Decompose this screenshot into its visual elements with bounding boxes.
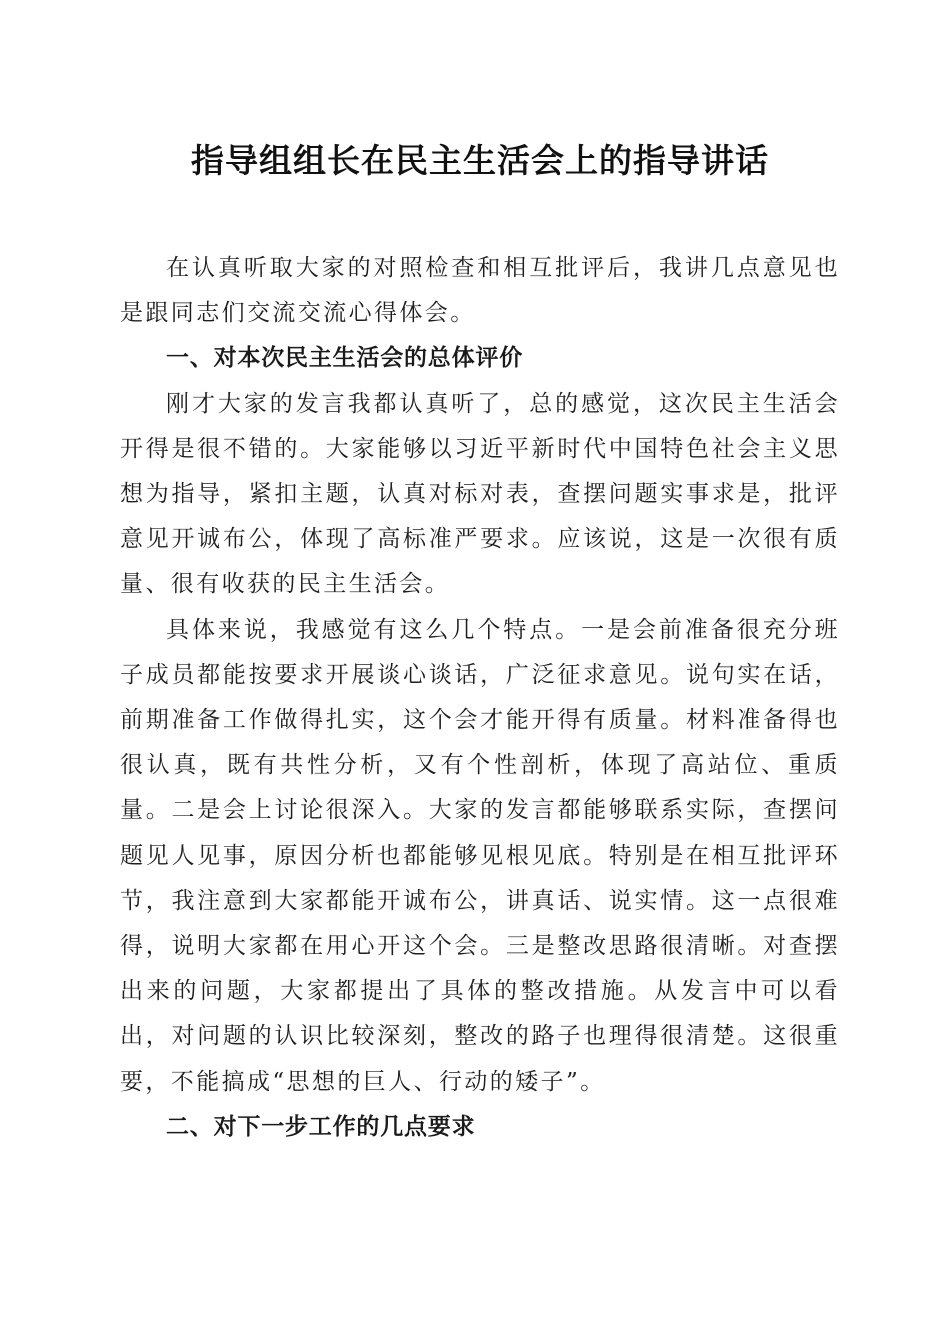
section-heading-2: 二、对下一步工作的几点要求 <box>166 1113 476 1140</box>
section-heading-1: 一、对本次民主生活会的总体评价 <box>166 345 523 372</box>
intro-paragraph: 在认真听取大家的对照检查和相互批评后，我讲几点意见也是跟同志们交流交流心得体会。 <box>120 255 840 327</box>
section1-paragraph-2: 具体来说，我感觉有这么几个特点。一是会前准备很充分班子成员都能按要求开展谈心谈话，广泛征求意见。说句实在话，前期准备工作做得扎实，这个会才能开得有质量。材料准备得也很认真，既有共性分析，又有个性剖析，体现了高站位、重质量。二是会上讨论很深入。大家的发言都能够联系实际，查摆问题见人见事，原因分析也都能够见根见底。特别是在相互批评环节，我注意到大家都能开诚布公，讲真话、说实情。这一点很难得，说明大家都在用心开这个会。三是整改思路很清晰。对查摆出来的问题，大家都提出了具体的整改措施。从发言中可以看出，对问题的认识比较深刻，整改的路子也理得很清楚。这很重要，不能搞成“思想的巨人、行动的矮子”。 <box>120 616 840 1095</box>
section1-paragraph-1: 刚才大家的发言我都认真听了，总的感觉，这次民主生活会开得是很不错的。大家能够以习近平新时代中国特色社会主义思想为指导，紧扣主题，认真对标对表，查摆问题实事求是，批评意见开诚布公，体现了高标准严要求。应该说，这是一次很有质量、很有收获的民主生活会。 <box>120 390 840 598</box>
document-title: 指导组组长在民主生活会上的指导讲话 <box>191 141 769 180</box>
